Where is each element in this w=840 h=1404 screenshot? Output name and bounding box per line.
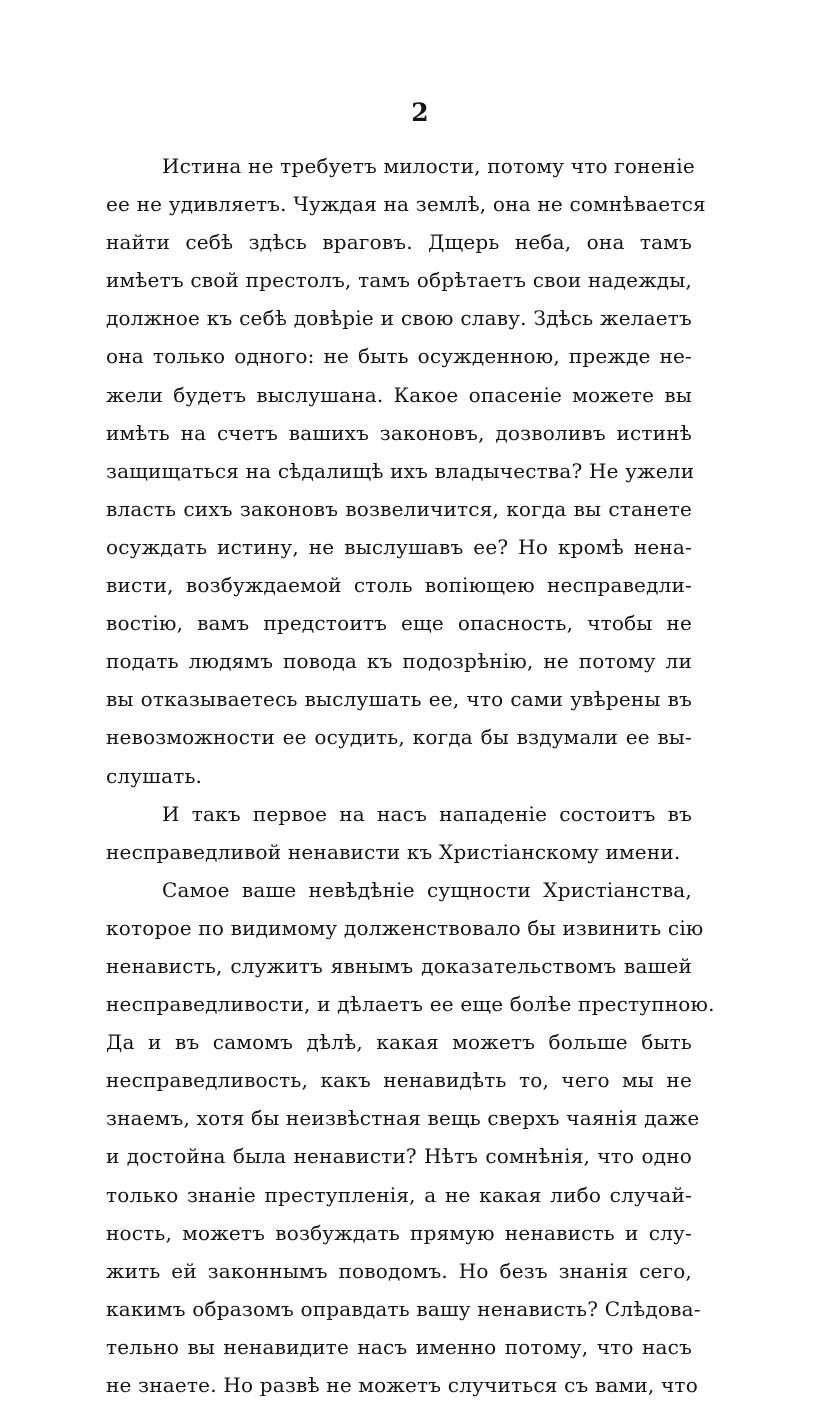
text-line: защищаться на сѣдалищѣ ихъ владычества? Не ужели <box>106 458 695 483</box>
text-line: слушать. <box>106 763 203 788</box>
text-line: Истина не требуетъ милости, потому что гоненіе <box>162 154 695 178</box>
text-line: только знаніе преступленія, а не какая либо случай- <box>106 1182 692 1207</box>
text-line: несправедливость, какъ ненавидѣть то, чего мы не <box>106 1068 692 1093</box>
text-line: висти, возбуждаемой столь вопіющею несправедли- <box>106 573 692 598</box>
text-line: найти себѣ здѣсь враговъ. Дщерь неба, она тамъ <box>106 230 692 255</box>
body-text <box>106 147 715 1404</box>
text-line: несправедливости, и дѣлаетъ ее еще болѣе преступною. <box>106 992 715 1017</box>
text-line: Самое ваше невѣдѣніе сущности Христіанства, <box>162 877 692 902</box>
text-line: невозможности ее осудить, когда бы вздумали ее вы- <box>106 725 692 750</box>
text-line: и достойна была ненависти? Нѣтъ сомнѣнія, что одно <box>106 1144 692 1169</box>
text-line: имѣть на счетъ вашихъ законовъ, дозволивъ истинѣ <box>106 420 692 445</box>
text-line: жить ей законнымъ поводомъ. Но безъ знанія сего, <box>106 1258 692 1283</box>
text-line: не знаете. Но развѣ не можетъ случиться съ вами, что <box>106 1373 698 1397</box>
text-line: власть сихъ законовъ возвеличится, когда вы станете <box>106 496 692 521</box>
text-line: ность, можетъ возбуждать прямую ненависть и слу- <box>106 1220 692 1245</box>
text-line: которое по видимому долженствовало бы извинить сію <box>106 915 704 940</box>
text-line: ее не удивляетъ. Чуждая на землѣ, она не сомнѣвается <box>106 192 706 217</box>
text-line: И такъ первое на насъ нападеніе состоитъ въ <box>162 801 692 826</box>
text-line: ненависть, служитъ явнымъ доказательствомъ вашей <box>106 953 692 978</box>
text-line: вы отказываетесь выслушать ее, что сами увѣрены въ <box>106 687 692 712</box>
text-line: несправедливой ненависти къ Христіанскому имени. <box>106 839 681 864</box>
text-line: имѣетъ свой престолъ, тамъ обрѣтаетъ свои надежды, <box>106 268 692 293</box>
text-line: должное къ себѣ довѣріе и свою славу. Здѣсь желаетъ <box>106 306 692 331</box>
text-line: Да и въ самомъ дѣлѣ, какая можетъ больше быть <box>106 1030 692 1055</box>
text-line: знаемъ, хотя бы неизвѣстная вещь сверхъ чаянія даже <box>106 1106 700 1131</box>
text-line: тельно вы ненавидите насъ именно потому, что насъ <box>106 1334 692 1359</box>
text-line: какимъ образомъ оправдать вашу ненависть? Слѣдова- <box>106 1296 701 1321</box>
text-line: осуждать истину, не выслушавъ ее? Но кромѣ нена- <box>106 534 692 559</box>
text-line: жели будетъ выслушана. Какое опасеніе можете вы <box>106 382 692 407</box>
text-line: востію, вамъ предстоитъ еще опасность, чтобы не <box>106 611 692 636</box>
text-line: подать людямъ повода къ подозрѣнію, не потому ли <box>106 649 692 674</box>
page-number: 2 <box>411 98 429 127</box>
text-line: она только одного: не быть осужденною, прежде не- <box>106 344 692 369</box>
